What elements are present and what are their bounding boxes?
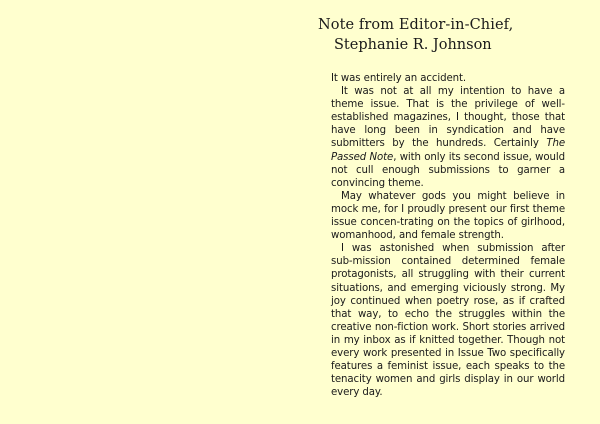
paragraph-2 — [331, 85, 565, 190]
editor-note-heading — [318, 15, 588, 55]
editor-note-body — [331, 72, 565, 399]
paragraph-4: I was astonished when submission after sub-mission contained determined female protagonists, all struggling with their current situations, and emerging viciously strong. My joy continued when poetry rose, as if crafted that way, to echo the struggles within the creative non-fiction work. Short stories arrived in my inbox as if knitted together. Though not every work presented in Issue Two specifically features a feminist issue, each speaks to the tenacity women and girls display in our world every day. — [331, 243, 565, 399]
paragraph-1: It was entirely an accident. — [331, 73, 467, 84]
paragraph-2-text-b: , with only its second issue, would not cull enough submissions to garner a convincing theme. — [331, 151, 565, 189]
heading-line-2: Stephanie R. Johnson — [334, 37, 492, 53]
paragraph-3: May whatever gods you might believe in mock me, for I proudly present our first theme issue concen-trating on the topics of girlhood, womanhood, and female strength. — [331, 190, 565, 242]
paragraph-2-text-a: It was not at all my intention to have a theme issue. That is the privilege of well-established magazines, I thought, those that have long been in syndication and have submitters by the hundreds. Certainly — [331, 86, 565, 150]
magazine-title: The Passed Note — [331, 138, 565, 163]
heading-line-1: Note from Editor-in-Chief, — [318, 17, 514, 33]
